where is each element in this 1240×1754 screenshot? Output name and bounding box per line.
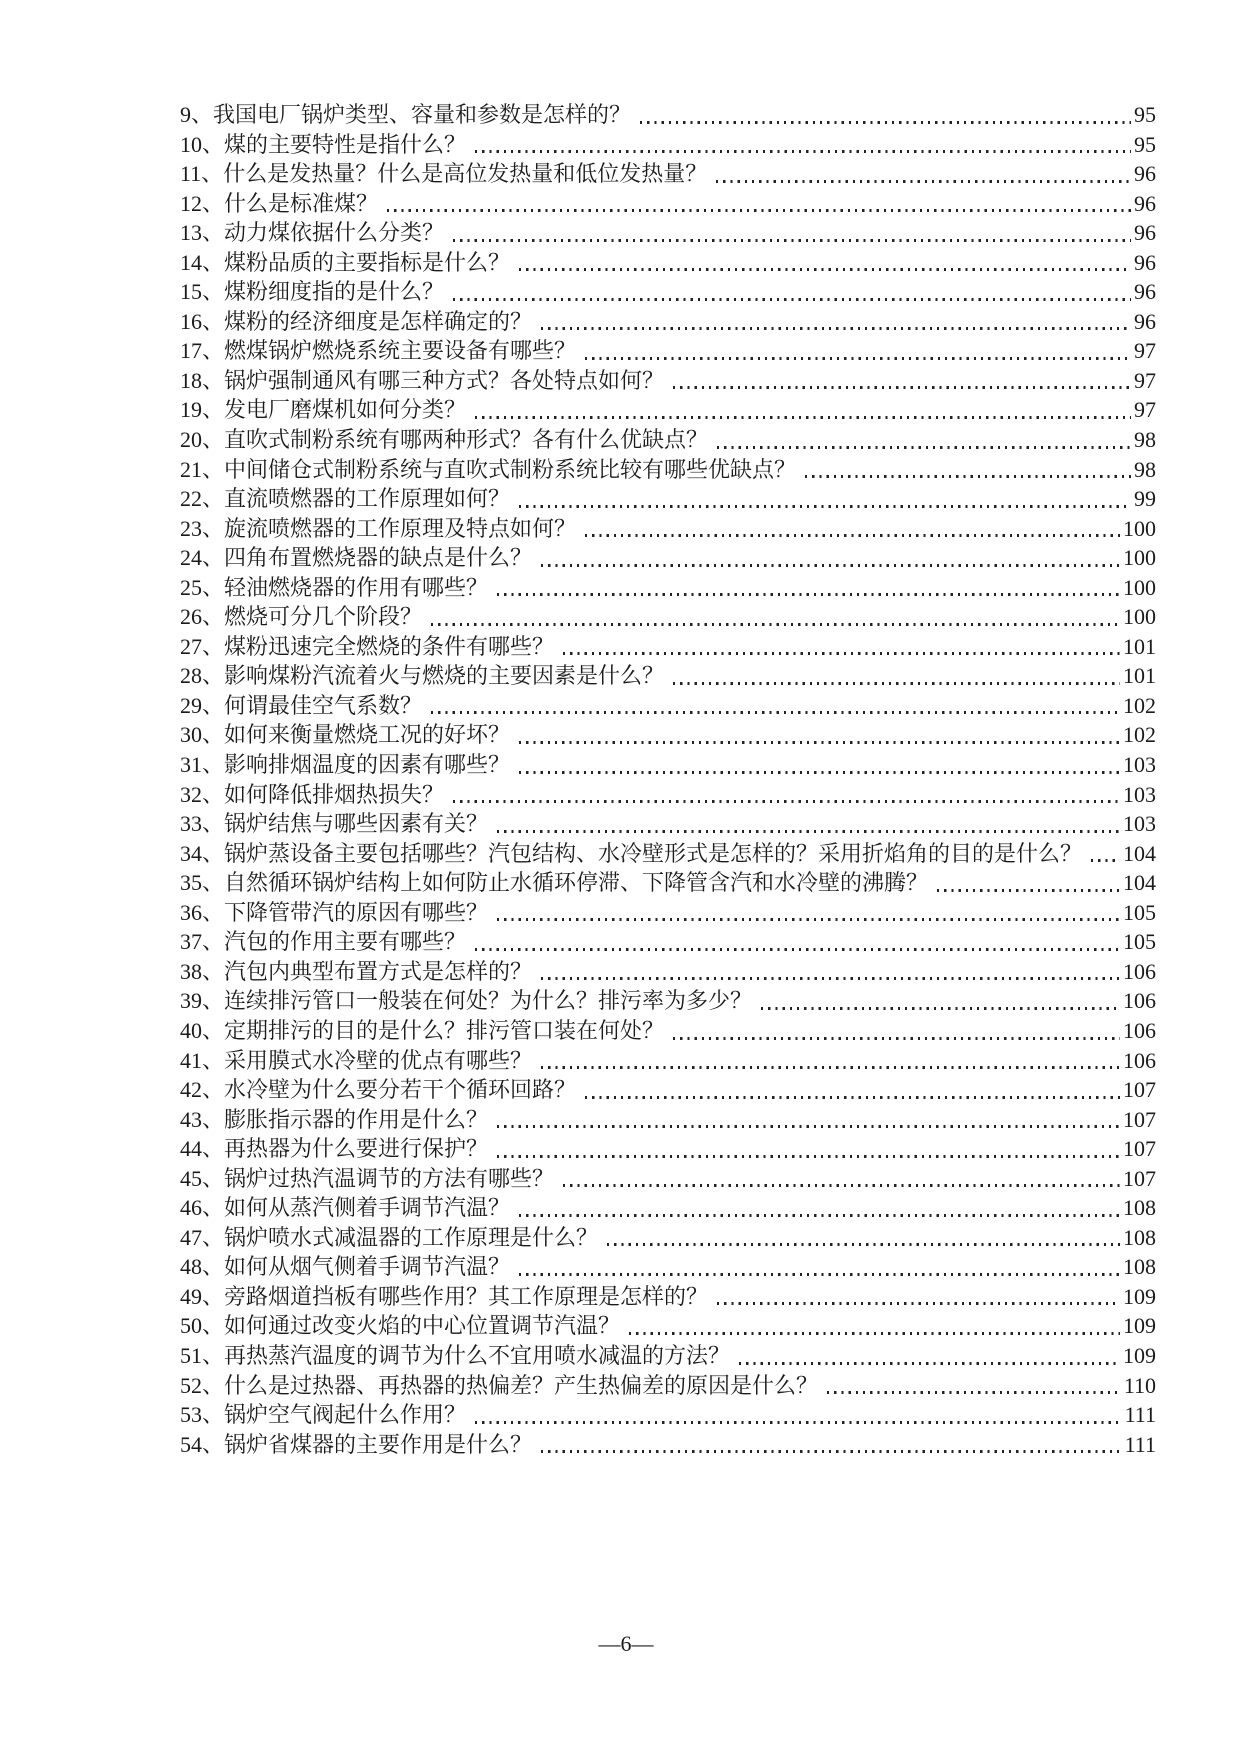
toc-entry-number: 30、 (180, 722, 225, 748)
toc-entry-title: 采用膜式水冷壁的优点有哪些？ (224, 1047, 533, 1073)
toc-entry-number: 34、 (180, 840, 225, 866)
toc-list (180, 100, 1156, 1459)
toc-dot-leader (1091, 859, 1120, 862)
toc-entry-number: 42、 (180, 1077, 225, 1103)
toc-entry (180, 455, 1156, 485)
toc-entry-title: 直流喷燃器的工作原理如何？ (224, 486, 511, 512)
toc-entry (180, 1016, 1156, 1046)
toc-entry (180, 780, 1156, 810)
toc-dot-leader (519, 268, 1131, 271)
toc-entry-title: 自然循环锅炉结构上如何防止水循环停滞、下降管含汽和水冷壁的沸腾？ (224, 870, 929, 896)
toc-entry-page: 110 (1123, 1372, 1156, 1398)
toc-entry-number: 52、 (180, 1372, 225, 1398)
toc-entry-title: 锅炉过热汽温调节的方法有哪些？ (224, 1165, 555, 1191)
toc-entry-title: 再热蒸汽温度的调节为什么不宜用喷水减温的方法？ (224, 1342, 731, 1368)
toc-dot-leader (519, 1273, 1120, 1276)
toc-dot-leader (629, 1332, 1120, 1335)
toc-entry-title: 影响煤粉汽流着火与燃烧的主要因素是什么？ (224, 663, 665, 689)
toc-dot-leader (717, 1302, 1120, 1305)
toc-entry (180, 1164, 1156, 1194)
toc-entry (180, 809, 1156, 839)
toc-entry-number: 12、 (180, 190, 225, 216)
toc-entry (180, 1311, 1156, 1341)
toc-entry (180, 336, 1156, 366)
toc-entry-page: 102 (1123, 722, 1156, 748)
toc-entry-page: 106 (1123, 958, 1156, 984)
toc-entry-page: 104 (1123, 870, 1156, 896)
toc-dot-leader (497, 1155, 1120, 1158)
toc-entry-title: 锅炉蒸设备主要包括哪些？汽包结构、水冷壁形式是怎样的？采用折焰角的目的是什么？ (224, 840, 1083, 866)
toc-dot-leader (761, 1007, 1120, 1010)
toc-dot-leader (431, 711, 1120, 714)
toc-entry-number: 26、 (180, 604, 225, 630)
toc-entry-title: 如何降低排烟热损失？ (224, 781, 445, 807)
toc-entry-page: 106 (1123, 988, 1156, 1014)
toc-entry-number: 32、 (180, 781, 225, 807)
toc-dot-leader (431, 623, 1120, 626)
toc-entry-title: 锅炉强制通风有哪三种方式？各处特点如何？ (224, 367, 665, 393)
toc-dot-leader (805, 475, 1131, 478)
toc-dot-leader (453, 298, 1131, 301)
toc-entry-number: 23、 (180, 515, 225, 541)
toc-dot-leader (541, 1450, 1122, 1453)
toc-entry-page: 108 (1123, 1254, 1156, 1280)
toc-dot-leader (541, 1066, 1120, 1069)
toc-entry-number: 37、 (180, 929, 225, 955)
toc-dot-leader (673, 1037, 1120, 1040)
toc-entry-page: 96 (1134, 220, 1156, 246)
toc-entry (180, 1046, 1156, 1076)
toc-dot-leader (519, 1214, 1120, 1217)
toc-dot-leader (475, 416, 1131, 419)
toc-dot-leader (475, 1421, 1122, 1424)
toc-entry (180, 484, 1156, 514)
toc-entry-page: 97 (1134, 397, 1156, 423)
toc-entry-title: 膨胀指示器的作用是什么？ (224, 1106, 489, 1132)
toc-entry (180, 189, 1156, 219)
toc-entry-page: 97 (1134, 367, 1156, 393)
toc-entry-page: 109 (1123, 1342, 1156, 1368)
toc-entry-page: 111 (1124, 1431, 1156, 1457)
toc-entry-page: 108 (1123, 1224, 1156, 1250)
toc-entry (180, 750, 1156, 780)
toc-entry-page: 98 (1134, 427, 1156, 453)
toc-entry-page: 103 (1123, 752, 1156, 778)
toc-entry-number: 48、 (180, 1254, 225, 1280)
toc-entry-page: 96 (1134, 161, 1156, 187)
toc-entry-title: 锅炉空气阀起什么作用？ (224, 1402, 467, 1428)
toc-entry (180, 632, 1156, 662)
toc-entry-number: 53、 (180, 1402, 225, 1428)
toc-entry-title: 如何从烟气侧着手调节汽温？ (224, 1254, 511, 1280)
toc-entry (180, 130, 1156, 160)
toc-entry-page: 101 (1123, 663, 1156, 689)
toc-entry-title: 汽包的作用主要有哪些？ (224, 929, 467, 955)
toc-entry-title: 再热器为什么要进行保护？ (224, 1136, 489, 1162)
toc-entry-number: 13、 (180, 220, 225, 246)
toc-entry-title: 锅炉喷水式减温器的工作原理是什么？ (224, 1224, 599, 1250)
toc-entry-number: 35、 (180, 870, 225, 896)
toc-entry-title: 煤粉迅速完全燃烧的条件有哪些？ (224, 633, 555, 659)
toc-entry-page: 100 (1123, 545, 1156, 571)
toc-entry-title: 动力煤依据什么分类？ (224, 220, 445, 246)
toc-entry (180, 543, 1156, 573)
toc-entry (180, 957, 1156, 987)
toc-entry-number: 54、 (180, 1431, 225, 1457)
toc-entry-title: 定期排污的目的是什么？排污管口装在何处？ (224, 1017, 665, 1043)
toc-dot-leader (585, 1096, 1120, 1099)
toc-entry-title: 如何通过改变火焰的中心位置调节汽温？ (224, 1313, 621, 1339)
toc-entry-number: 24、 (180, 545, 225, 571)
toc-entry-title: 影响排烟温度的因素有哪些？ (224, 752, 511, 778)
toc-dot-leader (519, 771, 1120, 774)
toc-entry (180, 868, 1156, 898)
toc-entry (180, 100, 1156, 130)
toc-entry (180, 1134, 1156, 1164)
toc-entry-page: 95 (1134, 102, 1156, 127)
toc-dot-leader (640, 121, 1131, 124)
toc-dot-leader (541, 977, 1120, 980)
toc-entry-page: 108 (1123, 1195, 1156, 1221)
toc-entry-page: 109 (1123, 1313, 1156, 1339)
toc-entry-number: 43、 (180, 1106, 225, 1132)
toc-dot-leader (827, 1391, 1121, 1394)
toc-entry-title: 轻油燃烧器的作用有哪些？ (224, 574, 489, 600)
toc-entry (180, 898, 1156, 928)
toc-entry (180, 573, 1156, 603)
toc-entry-number: 20、 (180, 427, 225, 453)
toc-entry-page: 100 (1123, 604, 1156, 630)
toc-entry-number: 27、 (180, 633, 225, 659)
toc-entry (180, 159, 1156, 189)
toc-entry-number: 38、 (180, 958, 225, 984)
toc-entry-title: 旋流喷燃器的工作原理及特点如何？ (224, 515, 577, 541)
toc-dot-leader (497, 1125, 1120, 1128)
toc-dot-leader (607, 1243, 1120, 1246)
toc-entry (180, 1341, 1156, 1371)
toc-entry-page: 107 (1123, 1106, 1156, 1132)
toc-dot-leader (563, 1184, 1120, 1187)
toc-entry (180, 661, 1156, 691)
toc-entry-title: 如何来衡量燃烧工况的好坏？ (224, 722, 511, 748)
toc-entry-page: 103 (1123, 811, 1156, 837)
toc-entry-number: 46、 (180, 1195, 225, 1221)
toc-dot-leader (541, 327, 1131, 330)
toc-entry-number: 31、 (180, 752, 225, 778)
toc-entry-number: 10、 (180, 131, 225, 157)
toc-dot-leader (716, 180, 1131, 183)
toc-entry-page: 107 (1123, 1077, 1156, 1103)
toc-entry (180, 602, 1156, 632)
toc-dot-leader (453, 800, 1120, 803)
page-number-footer: —6— (598, 1631, 654, 1656)
toc-entry-number: 25、 (180, 574, 225, 600)
toc-entry-number: 51、 (180, 1342, 225, 1368)
toc-entry (180, 1430, 1156, 1460)
toc-entry (180, 1223, 1156, 1253)
toc-entry-page: 105 (1123, 899, 1156, 925)
toc-entry (180, 986, 1156, 1016)
toc-dot-leader (497, 918, 1120, 921)
toc-entry (180, 1282, 1156, 1312)
toc-entry-page: 97 (1134, 338, 1156, 364)
toc-entry (180, 248, 1156, 278)
toc-entry-number: 22、 (180, 486, 225, 512)
toc-entry-page: 96 (1134, 249, 1156, 275)
toc-entry-number: 15、 (180, 279, 225, 305)
toc-dot-leader (717, 446, 1131, 449)
toc-entry (180, 1252, 1156, 1282)
toc-entry-page: 96 (1134, 308, 1156, 334)
toc-dot-leader (497, 593, 1120, 596)
toc-entry-page: 105 (1123, 929, 1156, 955)
toc-entry-page: 107 (1123, 1136, 1156, 1162)
toc-entry-number: 29、 (180, 692, 225, 718)
toc-entry (180, 720, 1156, 750)
toc-entry-title: 燃煤锅炉燃烧系统主要设备有哪些？ (224, 338, 577, 364)
toc-dot-leader (937, 889, 1120, 892)
toc-entry-number: 19、 (180, 397, 225, 423)
toc-entry (180, 366, 1156, 396)
toc-entry-title: 连续排污管口一般装在何处？为什么？排污率为多少？ (224, 988, 753, 1014)
toc-entry-page: 109 (1123, 1283, 1156, 1309)
toc-entry-number: 28、 (180, 663, 225, 689)
toc-dot-leader (387, 209, 1131, 212)
toc-entry-title: 如何从蒸汽侧着手调节汽温？ (224, 1195, 511, 1221)
toc-dot-leader (563, 652, 1120, 655)
toc-entry-page: 99 (1134, 486, 1156, 512)
toc-entry-number: 39、 (180, 988, 225, 1014)
toc-entry-number: 49、 (180, 1283, 225, 1309)
toc-dot-leader (585, 357, 1131, 360)
toc-entry (180, 1105, 1156, 1135)
toc-dot-leader (475, 150, 1131, 153)
toc-entry-title: 发电厂磨煤机如何分类？ (224, 397, 467, 423)
toc-entry-page: 103 (1123, 781, 1156, 807)
toc-entry-title: 煤粉的经济细度是怎样确定的？ (224, 308, 533, 334)
toc-entry-number: 36、 (180, 899, 225, 925)
toc-entry-page: 95 (1134, 131, 1156, 157)
toc-entry-number: 40、 (180, 1017, 225, 1043)
toc-entry-title: 四角布置燃烧器的缺点是什么？ (224, 545, 533, 571)
toc-dot-leader (519, 505, 1131, 508)
toc-dot-leader (475, 948, 1120, 951)
toc-entry-number: 41、 (180, 1047, 225, 1073)
toc-entry-number: 18、 (180, 367, 225, 393)
toc-entry-page: 111 (1124, 1402, 1156, 1428)
toc-entry-title: 我国电厂锅炉类型、容量和参数是怎样的？ (213, 102, 632, 127)
toc-entry (180, 395, 1156, 425)
toc-entry-title: 何谓最佳空气系数？ (224, 692, 423, 718)
toc-entry-page: 96 (1134, 279, 1156, 305)
toc-entry-title: 下降管带汽的原因有哪些？ (224, 899, 489, 925)
toc-dot-leader (453, 239, 1131, 242)
toc-entry-page: 101 (1123, 633, 1156, 659)
toc-dot-leader (585, 534, 1120, 537)
toc-entry-title: 什么是过热器、再热器的热偏差？产生热偏差的原因是什么？ (224, 1372, 819, 1398)
toc-entry-number: 50、 (180, 1313, 225, 1339)
toc-entry-title: 中间储仓式制粉系统与直吹式制粉系统比较有哪些优缺点？ (224, 456, 797, 482)
toc-dot-leader (519, 741, 1120, 744)
toc-dot-leader (739, 1362, 1120, 1365)
toc-entry-title: 什么是发热量？什么是高位发热量和低位发热量？ (223, 161, 708, 187)
toc-entry (180, 218, 1156, 248)
toc-dot-leader (541, 564, 1120, 567)
toc-entry-number: 14、 (180, 249, 225, 275)
toc-entry-title: 锅炉省煤器的主要作用是什么？ (224, 1431, 533, 1457)
toc-entry-number: 9、 (180, 102, 214, 127)
toc-entry (180, 839, 1156, 869)
toc-entry-page: 100 (1123, 574, 1156, 600)
toc-dot-leader (673, 386, 1131, 389)
toc-entry (180, 691, 1156, 721)
toc-entry-title: 旁路烟道挡板有哪些作用？其工作原理是怎样的？ (224, 1283, 709, 1309)
toc-entry-number: 45、 (180, 1165, 225, 1191)
toc-entry-title: 汽包内典型布置方式是怎样的？ (224, 958, 533, 984)
toc-dot-leader (497, 830, 1120, 833)
toc-entry-title: 燃烧可分几个阶段？ (224, 604, 423, 630)
toc-entry-page: 106 (1123, 1017, 1156, 1043)
toc-entry-title: 水冷壁为什么要分若干个循环回路？ (224, 1077, 577, 1103)
toc-entry (180, 927, 1156, 957)
toc-entry-number: 17、 (180, 338, 225, 364)
toc-entry-page: 96 (1134, 190, 1156, 216)
toc-entry (180, 1193, 1156, 1223)
toc-entry-number: 16、 (180, 308, 225, 334)
toc-entry-number: 33、 (180, 811, 225, 837)
toc-entry (180, 307, 1156, 337)
toc-dot-leader (673, 682, 1120, 685)
toc-entry (180, 425, 1156, 455)
toc-entry (180, 1400, 1156, 1430)
toc-entry-title: 煤的主要特性是指什么？ (224, 131, 467, 157)
toc-entry-title: 锅炉结焦与哪些因素有关？ (224, 811, 489, 837)
toc-entry-number: 21、 (180, 456, 225, 482)
toc-entry-page: 104 (1123, 840, 1156, 866)
toc-entry-page: 100 (1123, 515, 1156, 541)
toc-entry (180, 514, 1156, 544)
toc-entry-title: 煤粉品质的主要指标是什么？ (224, 249, 511, 275)
toc-entry-page: 106 (1123, 1047, 1156, 1073)
toc-entry-title: 直吹式制粉系统有哪两种形式？各有什么优缺点？ (224, 427, 709, 453)
toc-entry-title: 什么是标准煤？ (224, 190, 379, 216)
toc-entry (180, 1075, 1156, 1105)
toc-entry-number: 44、 (180, 1136, 225, 1162)
toc-entry (180, 277, 1156, 307)
toc-entry-page: 107 (1123, 1165, 1156, 1191)
toc-entry-title: 煤粉细度指的是什么？ (224, 279, 445, 305)
toc-entry-number: 47、 (180, 1224, 225, 1250)
toc-entry (180, 1371, 1156, 1401)
toc-entry-page: 98 (1134, 456, 1156, 482)
toc-entry-page: 102 (1123, 692, 1156, 718)
toc-entry-number: 11、 (180, 161, 224, 187)
